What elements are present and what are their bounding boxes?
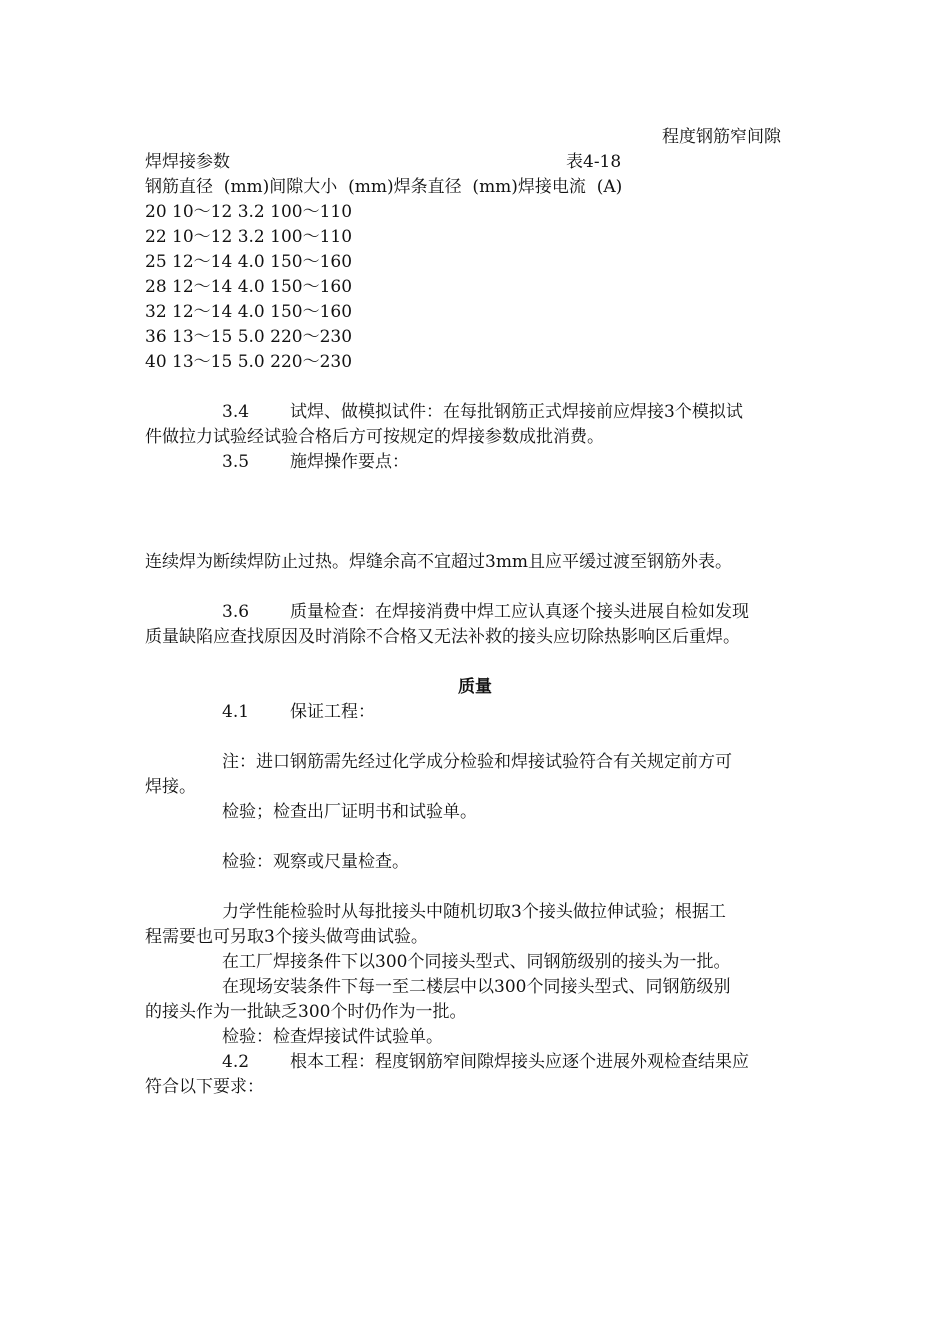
table-number: 表4-18	[566, 152, 622, 172]
table-row: 32 12～14 4.0 150～160	[145, 302, 353, 322]
section-number: 4.2	[222, 1052, 250, 1072]
table-row: 36 13～15 5.0 220～230	[145, 327, 353, 347]
section-text: 保证工程：	[290, 702, 375, 722]
section-text: 施焊操作要点：	[290, 452, 409, 472]
paragraph-4-1	[222, 701, 375, 723]
quality-heading: 质量	[458, 677, 492, 697]
paragraph-4-2-line1	[222, 1051, 749, 1073]
weld-note: 连续焊为断续焊防止过热。焊缝余高不宜超过3mm且应平缓过渡至钢筋外表。	[145, 552, 733, 572]
section-number: 3.4	[222, 402, 250, 422]
paragraph-3-6-line2: 质量缺陷应查找原因及时消除不合格又无法补救的接头应切除热影响区后重焊。	[145, 627, 740, 647]
table-row: 25 12～14 4.0 150～160	[145, 252, 353, 272]
check-certificate: 检验；检查出厂证明书和试验单。	[222, 802, 477, 822]
section-number: 4.1	[222, 702, 250, 722]
table-row: 40 13～15 5.0 220～230	[145, 352, 353, 372]
table-row: 22 10～12 3.2 100～110	[145, 227, 353, 247]
table-row: 28 12～14 4.0 150～160	[145, 277, 353, 297]
check-observe: 检验：观察或尺量检查。	[222, 852, 409, 872]
paragraph-3-6-line1	[222, 601, 749, 623]
section-number: 3.5	[222, 452, 250, 472]
table-header-row: 钢筋直径 (mm)间隙大小 (mm)焊条直径 (mm)焊接电流 (A)	[145, 177, 623, 197]
factory-batch: 在工厂焊接条件下以300个同接头型式、同钢筋级别的接头为一批。	[222, 952, 731, 972]
running-title: 程度钢筋窄间隙	[662, 127, 781, 147]
paragraph-4-2-line2: 符合以下要求：	[145, 1077, 264, 1097]
section-number: 3.6	[222, 602, 250, 622]
site-line2: 的接头作为一批缺乏300个时仍作为一批。	[145, 1002, 467, 1022]
check-weld-test: 检验：检查焊接试件试验单。	[222, 1027, 443, 1047]
paragraph-3-4-line1	[222, 401, 743, 423]
paragraph-3-5	[222, 451, 409, 473]
table-row: 20 10～12 3.2 100～110	[145, 202, 353, 222]
mechanical-line1: 力学性能检验时从每批接头中随机切取3个接头做拉伸试验；根据工	[222, 902, 726, 922]
mechanical-line2: 程需要也可另取3个接头做弯曲试验。	[145, 927, 428, 947]
section-text: 根本工程：程度钢筋窄间隙焊接头应逐个进展外观检查结果应	[290, 1052, 749, 1072]
section-text: 质量检查：在焊接消费中焊工应认真逐个接头进展自检如发现	[290, 602, 749, 622]
section-text: 试焊、做模拟试件：在每批钢筋正式焊接前应焊接3个模拟试	[290, 402, 743, 422]
table-caption: 焊焊接参数	[145, 152, 230, 172]
site-line1: 在现场安装条件下每一至二楼层中以300个同接头型式、同钢筋级别	[222, 977, 731, 997]
note-line2: 焊接。	[145, 777, 196, 797]
note-line1: 注：进口钢筋需先经过化学成分检验和焊接试验符合有关规定前方可	[222, 752, 732, 772]
paragraph-3-4-line2: 件做拉力试验经试验合格后方可按规定的焊接参数成批消费。	[145, 427, 604, 447]
